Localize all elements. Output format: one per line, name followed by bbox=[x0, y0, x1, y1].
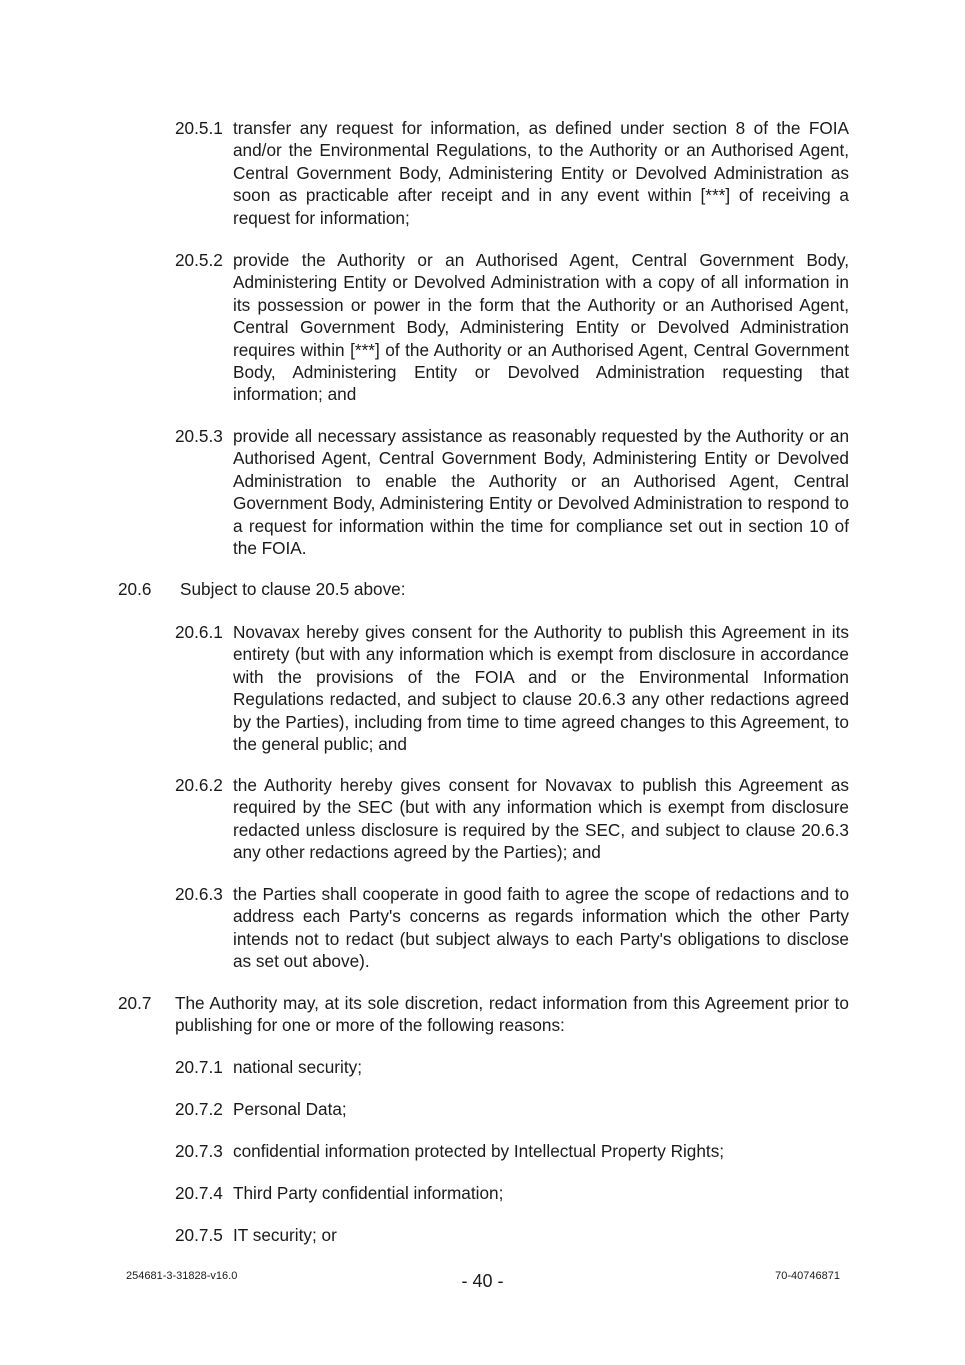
clause-number: 20.7.5 bbox=[175, 1225, 223, 1245]
footer-page-number: - 40 - bbox=[461, 1271, 504, 1291]
clause-20-5-2 bbox=[175, 249, 849, 406]
clause-text: national security; bbox=[233, 1057, 362, 1077]
footer-doc-ref: 254681-3-31828-v16.0 bbox=[126, 1270, 238, 1282]
clause-20-7-5 bbox=[175, 1224, 849, 1246]
clause-20-6-2 bbox=[175, 774, 849, 864]
clause-text: confidential information protected by Intellectual Property Rights; bbox=[233, 1141, 725, 1161]
clause-20-5-1 bbox=[175, 117, 849, 229]
clause-20-7-3 bbox=[175, 1140, 849, 1162]
clause-number: 20.7.2 bbox=[175, 1099, 223, 1119]
clause-number: 20.6.2 bbox=[175, 775, 223, 795]
clause-number: 20.7.3 bbox=[175, 1141, 223, 1161]
clause-number: 20.7.1 bbox=[175, 1057, 223, 1077]
clause-text: the Authority hereby gives consent for Novavax to publish this Agreement as required by the SEC (but with any information which is exempt from disclosure redacted unless disclosure is required by the SEC, and subject to clause 20.6.3 any other redactions agreed by the Parties); and bbox=[233, 775, 849, 863]
clause-20-7-4 bbox=[175, 1182, 849, 1204]
footer-right-ref: 70-40746871 bbox=[775, 1270, 840, 1282]
clause-text: Subject to clause 20.5 above: bbox=[180, 579, 406, 599]
clause-text: Personal Data; bbox=[233, 1099, 347, 1119]
clause-text: provide the Authority or an Authorised Agent, Central Government Body, Administering Entity or Devolved Administration with a copy of all information in its possession or power in the form that the Authority or an Authorised Agent, Central Government Body, Administering Entity or Devolved Administration requires within [***] of the Authority or an Authorised Agent, Central Government Body, Administering Entity or Devolved Administration requesting that information; and bbox=[233, 250, 849, 405]
clause-text: transfer any request for information, as defined under section 8 of the FOIA and/or the Environmental Regulations, to the Authority or an Authorised Agent, Central Government Body, Administering Entity or Devolved Administration as soon as practicable after receipt and in any event within [***] of receiving a request for information; bbox=[233, 118, 849, 228]
clause-20-6-3 bbox=[175, 883, 849, 973]
clause-number: 20.5.2 bbox=[175, 250, 223, 270]
clause-number: 20.5.3 bbox=[175, 426, 223, 446]
clause-20-7-1 bbox=[175, 1056, 849, 1078]
clause-text: IT security; or bbox=[233, 1225, 337, 1245]
clause-20-6 bbox=[118, 578, 849, 600]
clause-text: Third Party confidential information; bbox=[233, 1183, 504, 1203]
clause-text: The Authority may, at its sole discretion, redact information from this Agreement prior to publishing for one or more of the following reasons: bbox=[175, 993, 849, 1036]
clause-number: 20.6.3 bbox=[175, 884, 223, 904]
clause-text: provide all necessary assistance as reasonably requested by the Authority or an Authorised Agent, Central Government Body, Administering Entity or Devolved Administration to enable the Authority or an Authorised Agent, Central Government Body, Administering Entity or Devolved Administration to respond to a request for information within the time for compliance set out in section 10 of the FOIA. bbox=[233, 426, 849, 559]
clause-number: 20.5.1 bbox=[175, 118, 223, 138]
clause-text: the Parties shall cooperate in good faith to agree the scope of redactions and to address each Party's concerns as regards information which the other Party intends not to redact (but subject always to each Party's obligations to disclose as set out above). bbox=[233, 884, 849, 972]
clause-number: 20.7.4 bbox=[175, 1183, 223, 1203]
clause-20-6-1 bbox=[175, 621, 849, 755]
clause-20-7 bbox=[118, 992, 849, 1037]
clause-20-7-2 bbox=[175, 1098, 849, 1120]
clause-number: 20.6.1 bbox=[175, 622, 223, 642]
clause-text: Novavax hereby gives consent for the Authority to publish this Agreement in its entirety (but with any information which is exempt from disclosure in accordance with the provisions of the FOIA and or the Environmental Information Regulations redacted, and subject to clause 20.6.3 any other redactions agreed by the Parties), including from time to time agreed changes to this Agreement, to the general public; and bbox=[233, 622, 849, 755]
clause-20-5-3 bbox=[175, 425, 849, 559]
clause-number: 20.7 bbox=[118, 993, 152, 1013]
clause-number: 20.6 bbox=[118, 579, 152, 599]
